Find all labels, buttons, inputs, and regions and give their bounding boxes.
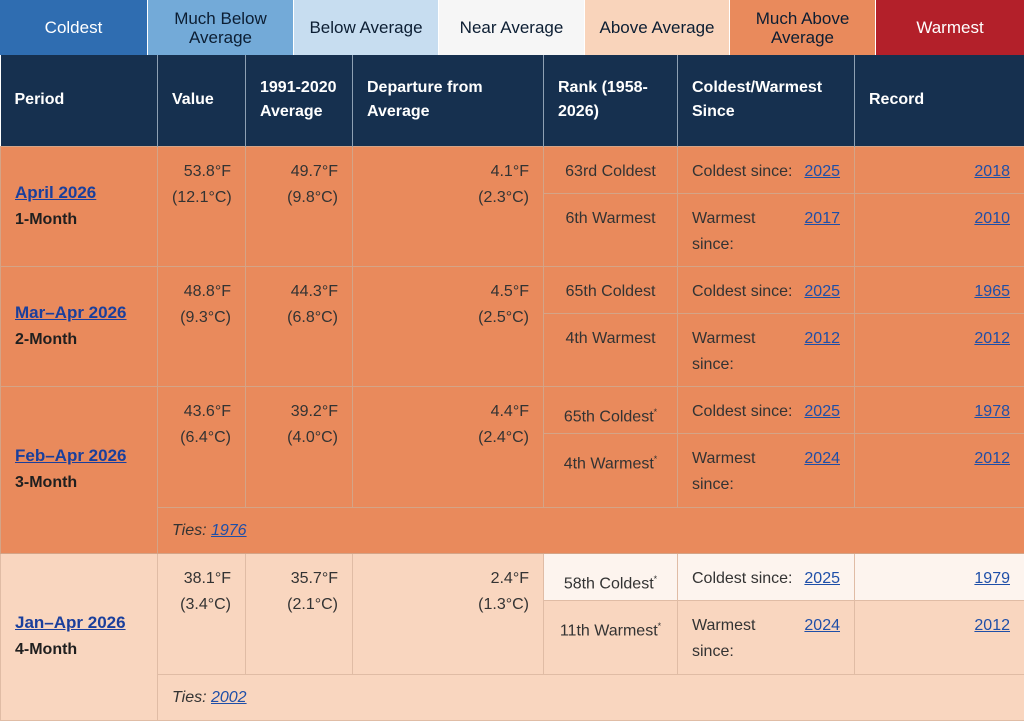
cold-since-year-link[interactable]: 2025	[804, 162, 840, 180]
warm-rank: 6th Warmest	[565, 209, 656, 227]
cold-record-cell	[855, 266, 1024, 313]
departure-f: 4.1°F	[490, 162, 529, 180]
warm-rank-cell	[544, 433, 678, 507]
value-cell	[158, 386, 246, 507]
cold-since-label: Coldest since:	[692, 402, 793, 420]
warm-since-year-link[interactable]: 2017	[804, 209, 840, 227]
period-group-2-month	[1, 266, 1024, 386]
value-f: 48.8°F	[183, 282, 231, 300]
period-cell	[1, 386, 158, 553]
value-c: (12.1°C)	[172, 188, 232, 206]
period-cell	[1, 146, 158, 266]
ties-cell	[158, 507, 1024, 553]
period-group-3-month	[1, 386, 1024, 553]
warm-rank-cell	[544, 600, 678, 674]
legend-above-average: Above Average	[585, 0, 730, 55]
departure-cell	[353, 266, 544, 386]
table-row	[1, 146, 1024, 193]
cold-since-year-link[interactable]: 2025	[804, 402, 840, 420]
header-rank: Rank (1958-2026)	[544, 55, 678, 146]
tie-marker: *	[657, 620, 662, 631]
cold-since-year-link[interactable]: 2025	[804, 569, 840, 587]
warm-record-link[interactable]: 2010	[974, 209, 1010, 227]
departure-f: 4.5°F	[490, 282, 529, 300]
legend-below-average: Below Average	[294, 0, 439, 55]
cold-since-cell	[678, 266, 855, 313]
warm-rank: 11th Warmest	[559, 621, 658, 639]
value-c: (6.4°C)	[180, 428, 231, 446]
warm-rank: 4th Warmest	[565, 329, 656, 347]
period-cell	[1, 553, 158, 720]
value-f: 53.8°F	[183, 162, 231, 180]
period-label: 3-Month	[15, 474, 78, 491]
departure-cell	[353, 553, 544, 674]
legend-warmest: Warmest	[876, 0, 1024, 55]
warm-since-year-link[interactable]: 2012	[804, 329, 840, 347]
warm-rank-cell	[544, 193, 678, 266]
average-c: (4.0°C)	[287, 428, 338, 446]
period-label: 2-Month	[15, 330, 78, 348]
period-link[interactable]: April 2026	[15, 182, 97, 202]
average-f: 39.2°F	[290, 402, 338, 420]
average-cell	[246, 553, 353, 674]
table-row	[1, 266, 1024, 313]
warm-since-cell	[678, 600, 855, 674]
warm-since-cell	[678, 433, 855, 507]
tie-marker: *	[653, 573, 658, 584]
value-f: 43.6°F	[183, 402, 231, 420]
period-link[interactable]: Feb–Apr 2026	[15, 446, 127, 465]
value-c: (3.4°C)	[180, 595, 231, 613]
departure-f: 2.4°F	[490, 569, 529, 587]
value-cell	[158, 266, 246, 386]
cold-rank-cell	[544, 266, 678, 313]
average-f: 49.7°F	[290, 162, 338, 180]
warm-since-label: Warmest since:	[692, 209, 756, 253]
average-f: 44.3°F	[290, 282, 338, 300]
warm-rank-cell	[544, 313, 678, 386]
departure-f: 4.4°F	[490, 402, 529, 420]
departure-cell	[353, 146, 544, 266]
warm-since-cell	[678, 193, 855, 266]
ties-label: Ties:	[172, 521, 207, 539]
average-c: (2.1°C)	[287, 595, 338, 613]
ties-label: Ties:	[172, 688, 207, 706]
header-departure: Departure from Average	[353, 55, 544, 146]
average-cell	[246, 266, 353, 386]
period-link[interactable]: Mar–Apr 2026	[15, 302, 127, 322]
legend-coldest: Coldest	[0, 0, 148, 55]
legend-near-average: Near Average	[439, 0, 585, 55]
warm-since-year-link[interactable]: 2024	[804, 616, 840, 634]
departure-c: (2.3°C)	[478, 188, 529, 206]
warm-since-label: Warmest since:	[692, 449, 756, 493]
cold-rank: 63rd Coldest	[565, 162, 656, 180]
cold-since-cell	[678, 553, 855, 600]
cold-since-cell	[678, 386, 855, 433]
ties-year-link[interactable]: 2002	[210, 688, 247, 706]
value-cell	[158, 146, 246, 266]
warm-record-link[interactable]: 2012	[974, 329, 1010, 347]
cold-since-cell	[678, 146, 855, 193]
warm-since-cell	[678, 313, 855, 386]
warm-record-link[interactable]: 2012	[974, 616, 1010, 634]
value-cell	[158, 553, 246, 674]
cold-since-label: Coldest since:	[692, 162, 793, 180]
warm-since-year-link[interactable]: 2024	[804, 449, 840, 467]
departure-c: (2.5°C)	[478, 308, 529, 326]
cold-since-label: Coldest since:	[692, 569, 793, 587]
cold-record-link[interactable]: 1979	[974, 569, 1010, 587]
warm-record-cell	[855, 193, 1024, 266]
warm-since-label: Warmest since:	[692, 329, 756, 373]
legend-much-above-average: Much Above Average	[730, 0, 876, 55]
cold-rank-cell	[544, 146, 678, 193]
ties-cell	[158, 674, 1024, 720]
departure-c: (1.3°C)	[478, 595, 529, 613]
average-c: (9.8°C)	[287, 188, 338, 206]
warm-since-label: Warmest since:	[692, 616, 756, 660]
cold-since-year-link[interactable]: 2025	[804, 282, 840, 300]
legend-much-below-average: Much Below Average	[148, 0, 294, 55]
cold-record-cell	[855, 553, 1024, 600]
cold-since-label: Coldest since:	[692, 282, 793, 300]
ranking-table	[0, 55, 1024, 721]
warm-rank: 4th Warmest	[563, 454, 654, 472]
cold-record-cell	[855, 146, 1024, 193]
color-legend	[0, 0, 1024, 55]
average-c: (6.8°C)	[287, 308, 338, 326]
cold-rank: 65th Coldest	[563, 407, 654, 425]
departure-c: (2.4°C)	[478, 428, 529, 446]
table-row	[1, 386, 1024, 433]
header-value: Value	[158, 55, 246, 146]
tie-marker: *	[653, 453, 658, 464]
header-period: Period	[1, 55, 158, 146]
average-f: 35.7°F	[290, 569, 338, 587]
cold-rank: 58th Coldest	[563, 574, 654, 592]
period-group-1-month	[1, 146, 1024, 266]
value-f: 38.1°F	[183, 569, 231, 587]
table-header-row	[1, 55, 1024, 146]
table-row	[1, 553, 1024, 600]
cold-record-cell	[855, 386, 1024, 433]
warm-record-cell	[855, 433, 1024, 507]
period-label: 4-Month	[15, 641, 78, 658]
value-c: (9.3°C)	[180, 308, 231, 326]
average-cell	[246, 146, 353, 266]
warm-record-cell	[855, 313, 1024, 386]
departure-cell	[353, 386, 544, 507]
period-cell	[1, 266, 158, 386]
ties-year-link[interactable]: 1976	[210, 521, 247, 539]
cold-record-link[interactable]: 2018	[974, 162, 1010, 180]
tie-marker: *	[653, 406, 658, 417]
cold-rank: 65th Coldest	[565, 282, 656, 300]
header-average: 1991-2020 Average	[246, 55, 353, 146]
average-cell	[246, 386, 353, 507]
warm-record-cell	[855, 600, 1024, 674]
period-group-4-month	[1, 553, 1024, 720]
warm-record-link[interactable]: 2012	[974, 449, 1010, 467]
header-record: Record	[855, 55, 1024, 146]
cold-record-link[interactable]: 1978	[974, 402, 1010, 420]
cold-record-link[interactable]: 1965	[974, 282, 1010, 300]
header-since: Coldest/Warmest Since	[678, 55, 855, 146]
period-link[interactable]: Jan–Apr 2026	[15, 613, 126, 632]
period-label: 1-Month	[15, 210, 78, 228]
cold-rank-cell	[544, 553, 678, 600]
cold-rank-cell	[544, 386, 678, 433]
